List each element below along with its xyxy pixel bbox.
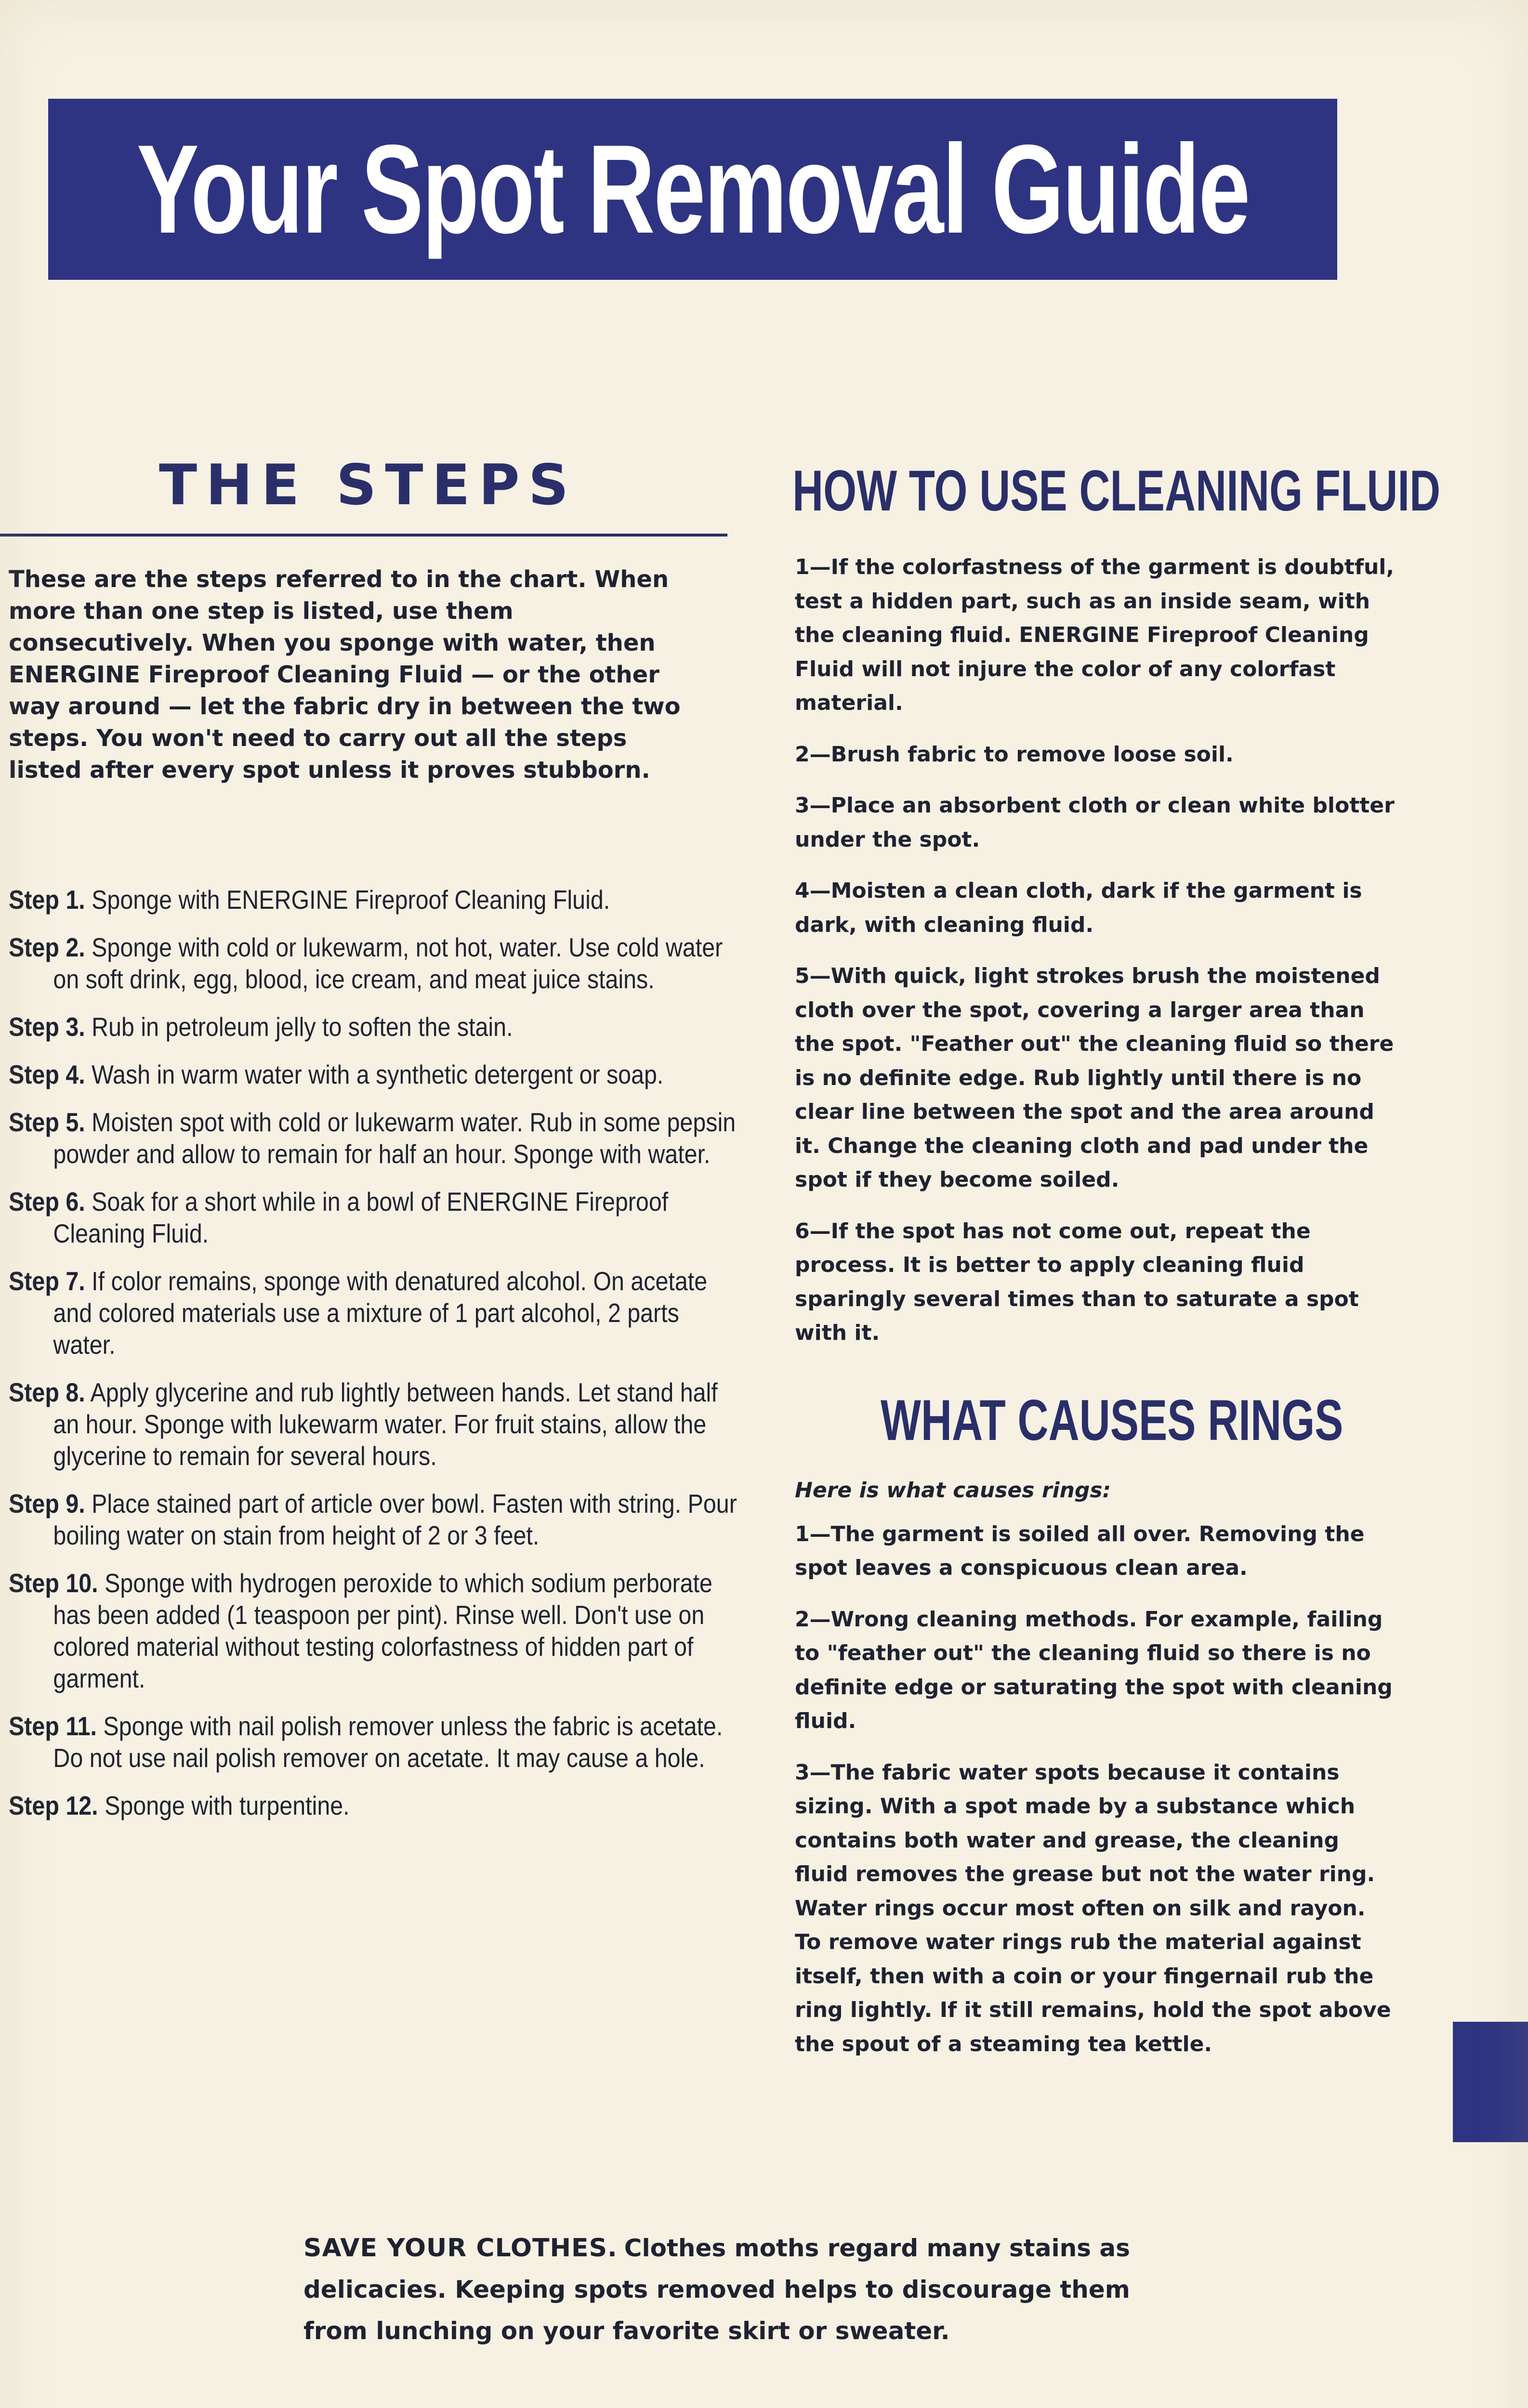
step-text: Sponge with turpentine.: [105, 1791, 350, 1820]
footer-text: Clothes moths regard many stains as delicacies. Keeping spots removed helps to discourage them from lunching on your favorite skirt or sweater.: [303, 2234, 1130, 2345]
step-text: Sponge with ENERGINE Fireproof Cleaning Fluid.: [92, 885, 610, 915]
title-banner: [48, 99, 1337, 280]
step-label: Step 5.: [9, 1107, 85, 1137]
step-text: Sponge with cold or lukewarm, not hot, water. Use cold water on soft drink, egg, blood, ice cream, and meat juice stains.: [53, 932, 723, 994]
step-8: [9, 1376, 747, 1472]
fluid-item-2: 2—Brush fabric to remove loose soil.: [795, 742, 1234, 767]
fluid-item-6: 6—If the spot has not come out, repeat the process. It is better to apply cleaning fluid sparingly several times than to saturate a spot with it.: [795, 1218, 1359, 1345]
step-text: If color remains, sponge with denatured alcohol. On acetate and colored materials use a mixture of 1 part alcohol, 2 parts water.: [53, 1266, 708, 1360]
rings-lead: Here is what causes rings:: [795, 1478, 1111, 1503]
step-label: Step 8.: [9, 1377, 85, 1407]
rings-item-1: 1—The garment is soiled all over. Removing the spot leaves a conspicuous clean area.: [795, 1521, 1365, 1580]
step-6: [9, 1186, 747, 1249]
steps-list: [9, 884, 737, 1837]
step-10: [9, 1567, 747, 1694]
step-7: [9, 1265, 747, 1361]
fluid-item-5: 5—With quick, light strokes brush the moistened cloth over the spot, covering a larger area than the spot. "Feather out" the cleaning fluid so there is no definite edge. Rub lightly until there is no clear line between the spot and the area around it. Change the cleaning cloth and pad under the spot if they become soiled.: [795, 964, 1394, 1192]
step-text: Soak for a short while in a bowl of ENERGINE Fireproof Cleaning Fluid.: [53, 1187, 669, 1248]
step-label: Step 9.: [9, 1489, 85, 1518]
step-1: [9, 884, 747, 916]
step-label: Step 10.: [9, 1568, 98, 1598]
step-2: [9, 931, 747, 995]
fluid-item-4: 4—Moisten a clean cloth, dark if the garment is dark, with cleaning fluid.: [795, 878, 1362, 937]
cleaning-fluid-heading: HOW TO USE CLEANING FLUID: [792, 458, 1441, 523]
step-4: [9, 1059, 747, 1090]
step-label: Step 4.: [9, 1060, 85, 1089]
step-label: Step 2.: [9, 932, 85, 962]
steps-heading-rule: [0, 534, 727, 537]
fluid-item-1: 1—If the colorfastness of the garment is doubtful, test a hidden part, such as an inside seam, with the cleaning fluid. ENERGINE Fireproof Cleaning Fluid will not injure the color of any colorfast material.: [795, 555, 1395, 715]
step-11: [9, 1710, 747, 1774]
step-label: Step 7.: [9, 1266, 85, 1296]
rings-item-2: 2—Wrong cleaning methods. For example, failing to "feather out" the cleaning fluid so there is no definite edge or saturating the spot with cleaning fluid.: [795, 1607, 1393, 1733]
footer-note: [303, 2227, 1171, 2352]
step-text: Apply glycerine and rub lightly between hands. Let stand half an hour. Sponge with lukewarm water. For fruit stains, allow the glycerine to remain for several hours.: [53, 1377, 718, 1471]
rings-heading: WHAT CAUSES RINGS: [881, 1388, 1344, 1453]
step-label: Step 3.: [9, 1012, 85, 1042]
step-label: Step 11.: [9, 1711, 97, 1741]
step-text: Wash in warm water with a synthetic detergent or soap.: [92, 1060, 664, 1089]
cleaning-fluid-list: [795, 550, 1398, 1368]
step-12: [9, 1790, 747, 1821]
fluid-item-3: 3—Place an absorbent cloth or clean white blotter under the spot.: [795, 793, 1395, 852]
rings-list: [795, 1474, 1398, 2079]
step-text: Sponge with hydrogen peroxide to which sodium perborate has been added (1 teaspoon per pint). Rinse well. Don't use on colored material without testing colorfastness of hidden part of garment.: [53, 1568, 712, 1693]
step-text: Place stained part of article over bowl. Fasten with string. Pour boiling water on stain from height of 2 or 3 feet.: [53, 1489, 737, 1550]
step-label: Step 6.: [9, 1187, 85, 1217]
page-title: Your Spot Removal Guide: [136, 118, 1249, 260]
step-text: Sponge with nail polish remover unless the fabric is acetate. Do not use nail polish remover on acetate. It may cause a hole.: [53, 1711, 723, 1773]
step-label: Step 12.: [9, 1791, 98, 1820]
step-text: Moisten spot with cold or lukewarm water. Rub in some pepsin powder and allow to remain for half an hour. Sponge with water.: [53, 1107, 736, 1169]
footer-lead: SAVE YOUR CLOTHES.: [303, 2234, 618, 2263]
steps-intro: These are the steps referred to in the chart. When more than one step is listed, use them consecutively. When you sponge with water, then ENERGINE Fireproof Cleaning Fluid — or the other way around — let the fabric dry in between the two steps. You won't need to carry out all the steps listed after every spot unless it proves stubborn.: [9, 566, 681, 784]
steps-heading: THE STEPS: [159, 453, 578, 518]
step-9: [9, 1488, 747, 1551]
step-label: Step 1.: [9, 885, 85, 915]
page-edge-tab: [1453, 2022, 1528, 2142]
step-text: Rub in petroleum jelly to soften the stain.: [92, 1012, 513, 1042]
rings-item-3: 3—The fabric water spots because it contains sizing. With a spot made by a substance which contains both water and grease, the cleaning fluid removes the grease but not the water ring. Water rings occur most often on silk and rayon. To remove water rings rub the material against itself, then with a coin or your fingernail rub the ring lightly. If it still remains, hold the spot above the spout of a steaming tea kettle.: [795, 1760, 1391, 2056]
step-5: [9, 1106, 747, 1170]
step-3: [9, 1011, 747, 1043]
